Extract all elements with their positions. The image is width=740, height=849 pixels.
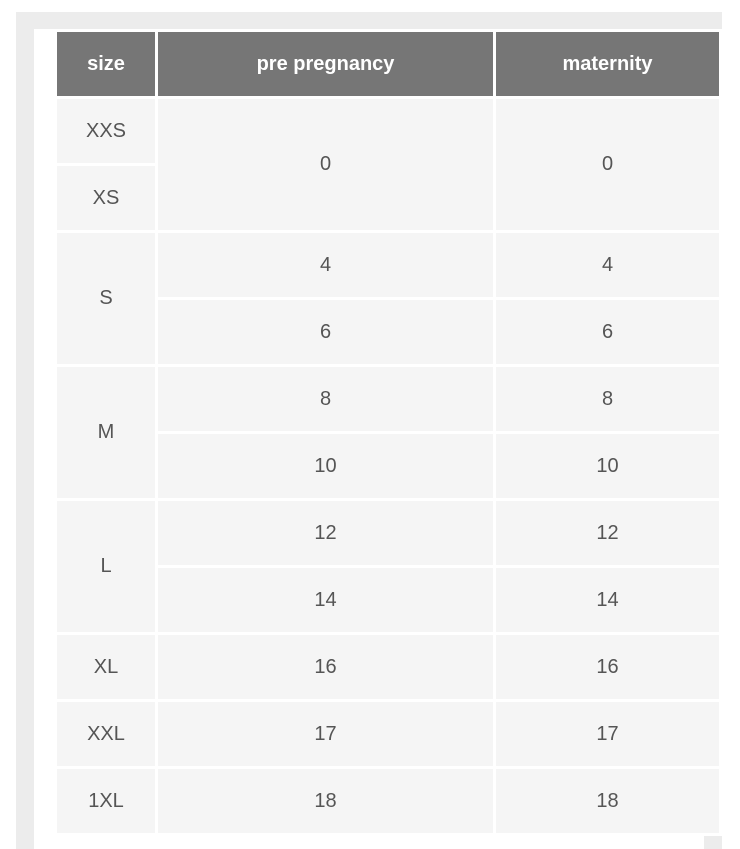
maternity-cell: 0 [495, 98, 721, 232]
pre-pregnancy-cell: 17 [157, 701, 495, 768]
pre-pregnancy-cell: 14 [157, 567, 495, 634]
table-row [56, 366, 721, 433]
maternity-cell: 17 [495, 701, 721, 768]
maternity-cell: 16 [495, 634, 721, 701]
size-chart-table [54, 29, 722, 836]
maternity-cell: 18 [495, 768, 721, 835]
pre-pregnancy-cell: 12 [157, 500, 495, 567]
table-row [56, 500, 721, 567]
table-frame [16, 12, 722, 849]
table-row [56, 98, 721, 165]
table-panel [34, 29, 704, 849]
pre-pregnancy-cell: 8 [157, 366, 495, 433]
size-cell: 1XL [56, 768, 157, 835]
pre-pregnancy-cell: 6 [157, 299, 495, 366]
maternity-cell: 10 [495, 433, 721, 500]
pre-pregnancy-cell: 0 [157, 98, 495, 232]
header-pre-pregnancy: pre pregnancy [157, 31, 495, 98]
size-cell: XXS [56, 98, 157, 165]
pre-pregnancy-cell: 4 [157, 232, 495, 299]
size-cell: S [56, 232, 157, 366]
table-row [56, 232, 721, 299]
maternity-cell: 14 [495, 567, 721, 634]
header-size: size [56, 31, 157, 98]
pre-pregnancy-cell: 16 [157, 634, 495, 701]
size-cell: XXL [56, 701, 157, 768]
size-cell: XS [56, 165, 157, 232]
maternity-cell: 12 [495, 500, 721, 567]
header-maternity: maternity [495, 31, 721, 98]
pre-pregnancy-cell: 18 [157, 768, 495, 835]
maternity-cell: 4 [495, 232, 721, 299]
header-row [56, 31, 721, 98]
table-row [56, 768, 721, 835]
size-cell: M [56, 366, 157, 500]
size-cell: L [56, 500, 157, 634]
pre-pregnancy-cell: 10 [157, 433, 495, 500]
maternity-cell: 8 [495, 366, 721, 433]
size-cell: XL [56, 634, 157, 701]
maternity-cell: 6 [495, 299, 721, 366]
table-row [56, 701, 721, 768]
table-row [56, 634, 721, 701]
